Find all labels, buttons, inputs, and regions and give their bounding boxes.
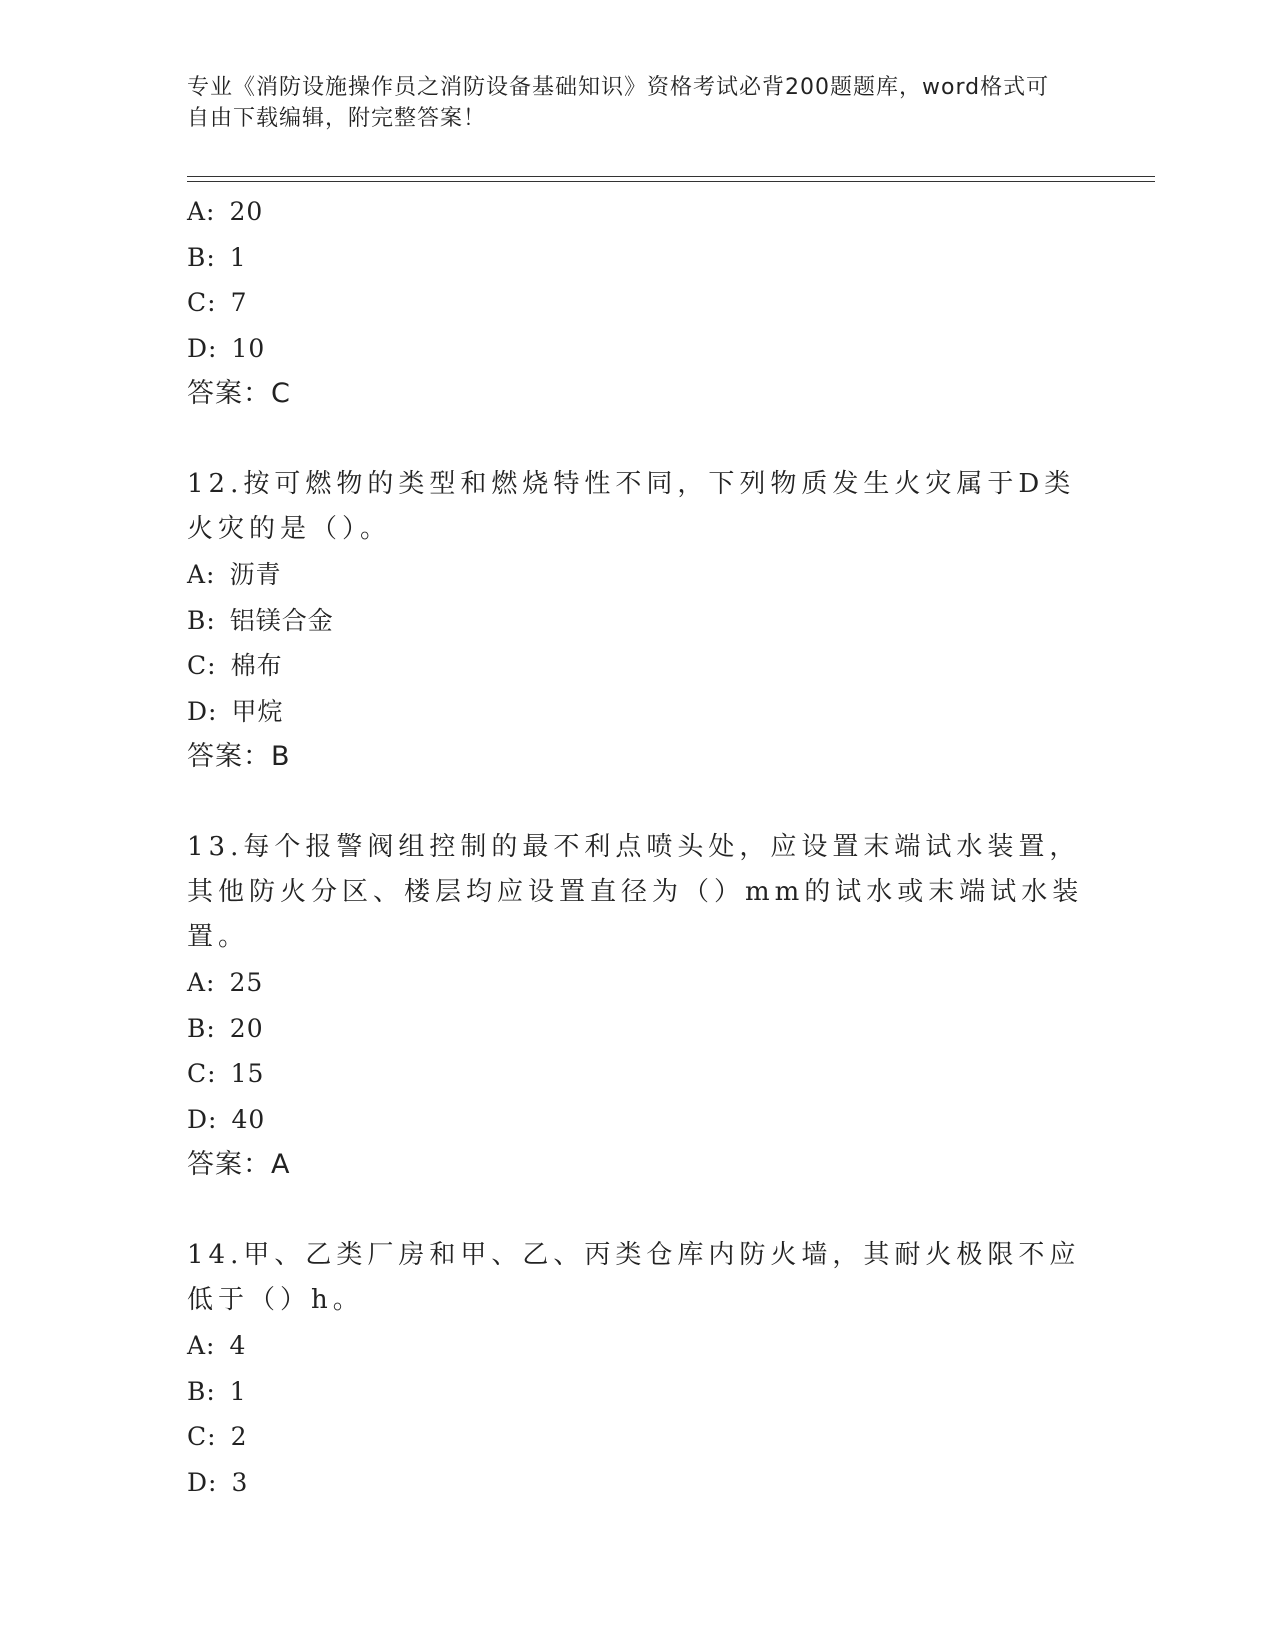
option-b: B: 20 [187, 1013, 264, 1043]
option-d: D: 40 [187, 1104, 266, 1134]
option-d: D: 10 [187, 333, 266, 363]
option-c: C: 7 [187, 288, 248, 317]
answer: 答案：C [187, 378, 291, 409]
option-b: B: 1 [187, 1376, 247, 1406]
option-a: A: 20 [187, 197, 264, 226]
document-title: 专业《消防设施操作员之消防设备基础知识》资格考试必背200题题库，word格式可自由下载编辑，附完整答案！ [187, 75, 1050, 131]
option-c: C: 棉布 [187, 651, 283, 680]
option-d: D: 甲烷 [187, 696, 284, 726]
option-d: D: 3 [187, 1467, 249, 1497]
question-text: 12.按可燃物的类型和燃烧特性不同，下列物质发生火灾属于D类火灾的是（）。 [187, 469, 1076, 544]
option-b: B: 铝镁合金 [187, 605, 334, 635]
option-b: B: 1 [187, 242, 247, 272]
question-text: 13.每个报警阀组控制的最不利点喷头处，应设置末端试水装置，其他防火分区、楼层均应设置直径为（）mm的试水或末端试水装置。 [187, 832, 1084, 952]
question-12 [187, 462, 1087, 779]
header-rule-bottom [187, 181, 1155, 182]
question-11 [187, 189, 1087, 416]
option-a: A: 沥青 [187, 560, 282, 589]
option-c: C: 2 [187, 1422, 248, 1451]
question-14 [187, 1233, 1087, 1505]
header-rule-top [187, 176, 1155, 177]
question-list [187, 189, 1087, 1505]
answer: 答案：B [187, 741, 291, 772]
option-c: C: 15 [187, 1059, 265, 1088]
option-a: A: 4 [187, 1331, 247, 1360]
option-a: A: 25 [187, 968, 264, 997]
document-header [187, 72, 1067, 134]
question-text: 14.甲、乙类厂房和甲、乙、丙类仓库内防火墙，其耐火极限不应低于（）h。 [187, 1240, 1081, 1315]
answer: 答案：A [187, 1149, 291, 1180]
question-13 [187, 825, 1087, 1187]
